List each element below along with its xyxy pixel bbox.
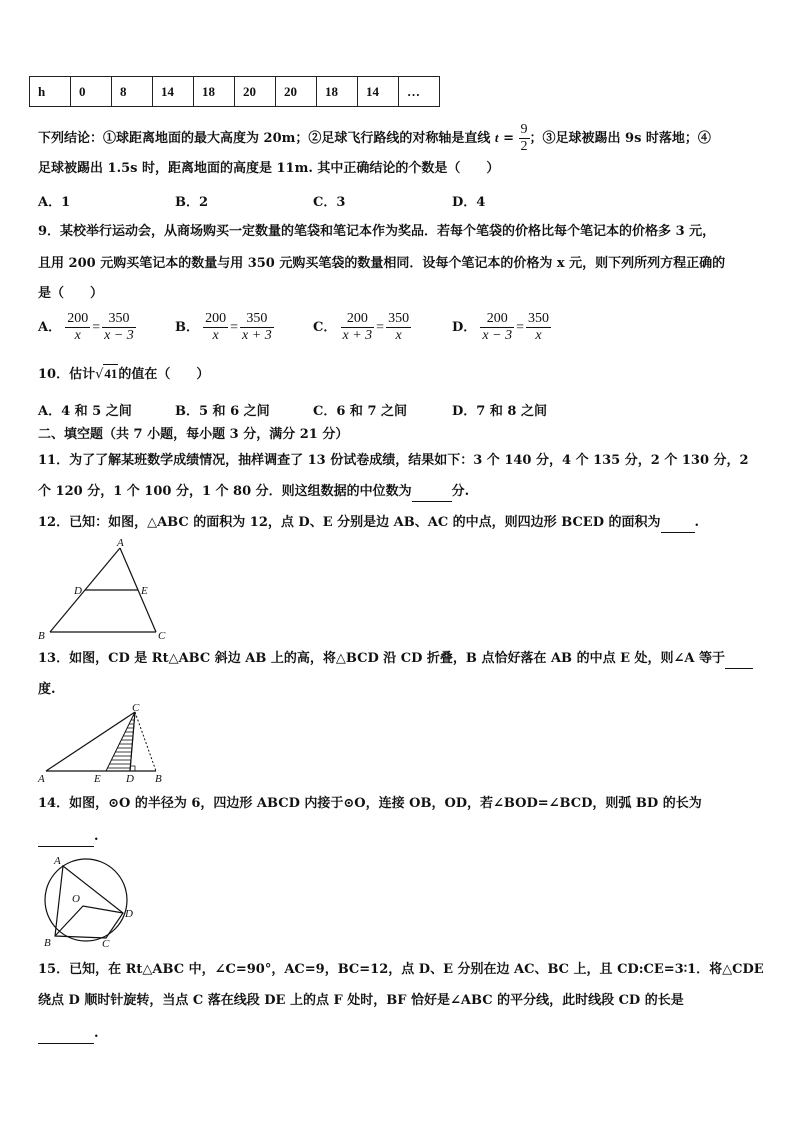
answer-blank[interactable]	[38, 1025, 94, 1044]
q8-option-b[interactable]: B．2	[175, 195, 209, 210]
q10-suffix: 的值在（ ）	[118, 367, 210, 382]
q14-end: .	[94, 829, 99, 844]
label-d: D	[74, 585, 82, 597]
frac-num: 200	[480, 311, 514, 328]
table-cell: 0	[71, 77, 112, 107]
table-cell: 20	[235, 77, 276, 107]
q14-line1: 14．如图，⊙O 的半径为 6，四边形 ABCD 内接于⊙O，连接 OB，OD，若∠BOD=∠BCD，则弧 BD 的长为	[38, 796, 702, 811]
table-cell: 18	[194, 77, 235, 107]
table-cell: 14	[358, 77, 399, 107]
q9-option-b[interactable]	[175, 311, 274, 344]
frac-den: x + 3	[342, 328, 373, 343]
q11-line2-end: 分.	[451, 484, 470, 499]
frac-den: x	[535, 328, 542, 343]
frac-den: x − 3	[482, 328, 513, 343]
table-cell: 20	[276, 77, 317, 107]
fraction-left	[480, 311, 514, 344]
equals-sign: =	[92, 319, 101, 335]
q8-conclusion-3: ；③足球被踢出 9s 时落地；④	[529, 131, 711, 146]
q8-t-var: t	[494, 130, 499, 145]
q8-conclusions-line1	[38, 122, 711, 155]
frac-num: 200	[205, 311, 227, 326]
option-label: B．	[175, 320, 199, 335]
q12-text: 12．已知：如图，△ABC 的面积为 12，点 D、E 分别是边 AB、AC 的中点，则四边形 BCED 的面积为	[38, 515, 661, 530]
q8-frac-den: 2	[520, 139, 528, 154]
label-a: A	[117, 537, 124, 549]
q10-option-d[interactable]: D．7 和 8 之间	[452, 404, 547, 419]
label-b: B	[38, 630, 45, 642]
table-cell: h	[30, 77, 71, 107]
table-cell: 14	[153, 77, 194, 107]
side-cb-dashed	[135, 712, 156, 771]
q10-prefix: 10．估计	[38, 367, 96, 382]
q8-fraction	[519, 122, 530, 155]
q10-option-c[interactable]: C．6 和 7 之间	[313, 404, 408, 419]
q15-line3	[38, 1025, 99, 1044]
label-e: E	[141, 585, 148, 597]
quadrilateral-abcd	[55, 866, 123, 938]
answer-blank[interactable]	[412, 483, 452, 502]
option-label: C．	[313, 320, 337, 335]
label-b: B	[44, 937, 51, 948]
q15-line2: 绕点 D 顺时针旋转，当点 C 落在线段 DE 上的点 F 处时，BF 恰好是∠ABC 的平分线，此时线段 CD 的长是	[38, 993, 684, 1008]
q13-stem	[38, 650, 753, 669]
label-d: D	[126, 773, 134, 784]
equals-sign: =	[230, 319, 239, 335]
q8-option-c[interactable]: C．3	[313, 195, 346, 210]
label-b: B	[155, 773, 162, 784]
q10-radicand: 41	[104, 366, 118, 381]
fraction-left	[341, 311, 375, 344]
table-row	[30, 77, 440, 107]
frac-den: x	[395, 328, 402, 343]
q9-line2: 且用 200 元购买笔记本的数量与用 350 元购买笔袋的数量相同．设每个笔记本的价格为 x 元，则下列所列方程正确的	[38, 256, 726, 271]
fraction-right	[240, 311, 274, 344]
height-table	[29, 76, 440, 107]
q11-line2-text: 个 120 分，1 个 100 分，1 个 80 分．则这组数据的中位数为	[38, 484, 412, 499]
label-c: C	[102, 938, 110, 948]
q10-option-a[interactable]: A．4 和 5 之间	[38, 404, 132, 419]
frac-num: 350	[528, 311, 549, 326]
label-c: C	[132, 702, 140, 714]
q8-option-a[interactable]: A．1	[38, 195, 71, 210]
q8-t-eq: =	[498, 131, 519, 146]
label-e: E	[94, 773, 101, 784]
frac-num: 350	[388, 311, 410, 326]
q10-option-b[interactable]: B．5 和 6 之间	[175, 404, 270, 419]
q12-triangle-figure	[36, 536, 176, 644]
q8-lead: 下列结论：	[38, 131, 104, 146]
table-cell: 18	[317, 77, 358, 107]
label-o: O	[72, 893, 80, 905]
option-label: A．	[38, 320, 62, 335]
answer-blank[interactable]	[661, 514, 695, 533]
frac-num: 200	[341, 311, 375, 328]
label-a: A	[54, 855, 61, 867]
table-cell: …	[399, 77, 440, 107]
label-d: D	[125, 908, 133, 920]
q11-line1: 11．为了了解某班数学成绩情况，抽样调查了 13 份试卷成绩，结果如下：3 个 140 分，4 个 135 分，2 个 130 分，2	[38, 453, 749, 468]
q13-text: 13．如图，CD 是 Rt△ABC 斜边 AB 上的高，将△BCD 沿 CD 折叠，B 点恰好落在 AB 的中点 E 处，则∠A 等于	[38, 651, 726, 666]
section-heading: 二、填空题（共 7 小题，每小题 3 分，满分 21 分）	[38, 427, 349, 442]
label-a: A	[38, 773, 45, 784]
equals-sign: =	[376, 319, 385, 335]
frac-den: x	[212, 328, 219, 343]
q15-line1: 15．已知，在 Rt△ABC 中，∠C=90°，AC=9，BC=12，点 D、E 分别在边 AC、BC 上，且 CD:CE=3∶1．将△CDE	[38, 962, 764, 977]
q13-triangle-figure	[36, 702, 176, 784]
fraction-right	[386, 311, 411, 344]
sqrt-sign: √	[95, 367, 104, 382]
label-c: C	[158, 630, 166, 642]
option-label: D．	[452, 320, 477, 335]
equals-sign: =	[516, 319, 524, 335]
q13-line2: 度.	[38, 682, 56, 697]
q9-option-a[interactable]	[38, 311, 136, 344]
q15-end: .	[94, 1026, 99, 1041]
fraction-right	[102, 311, 136, 344]
circle-o	[45, 859, 127, 941]
q12-end: .	[694, 515, 700, 530]
table-cell: 8	[112, 77, 153, 107]
q14-line2	[38, 828, 99, 847]
frac-num: 200	[67, 311, 89, 326]
q10-stem	[38, 364, 209, 384]
q8-conclusion-1: ①球距离地面的最大高度为 20m；	[103, 131, 309, 146]
answer-blank[interactable]	[38, 828, 94, 847]
frac-den: x − 3	[104, 328, 134, 343]
answer-blank[interactable]	[725, 650, 753, 669]
fraction-right	[526, 311, 551, 344]
fraction-left	[65, 311, 90, 344]
q9-line1: 9．某校举行运动会，从商场购买一定数量的笔袋和笔记本作为奖品．若每个笔袋的价格比每个笔记本的价格多 3 元，	[38, 224, 716, 239]
q8-frac-num: 9	[520, 122, 528, 137]
q9-line3: 是（ ）	[38, 286, 104, 301]
q12-stem	[38, 514, 699, 533]
frac-den: x + 3	[242, 328, 272, 343]
frac-num: 350	[102, 311, 136, 328]
q14-circle-figure	[34, 852, 140, 948]
frac-num: 350	[240, 311, 274, 328]
q11-line2	[38, 483, 469, 502]
fraction-left	[203, 311, 228, 344]
q8-option-d[interactable]: D．4	[452, 195, 486, 210]
q9-option-c[interactable]	[313, 311, 411, 344]
q8-conclusions-line2: 足球被踢出 1.5s 时，距离地面的高度是 11m. 其中正确结论的个数是（ ）	[38, 161, 500, 176]
frac-den: x	[74, 328, 81, 343]
q9-option-d[interactable]	[452, 311, 551, 344]
q8-conclusion-2: ②足球飞行路线的对称轴是直线	[308, 131, 495, 146]
